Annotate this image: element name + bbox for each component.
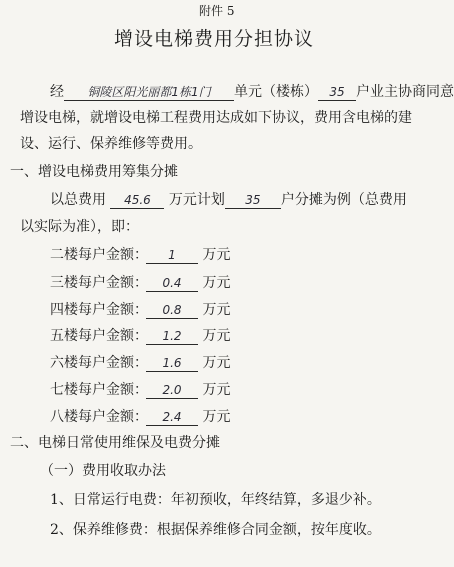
floor-row bbox=[50, 354, 230, 372]
floor-row bbox=[50, 274, 230, 292]
total-prefix: 以总费用 bbox=[50, 192, 106, 208]
intro-line-3: 设、运行、保养维修等费用。 bbox=[20, 136, 202, 152]
intro-line-1 bbox=[50, 83, 454, 101]
total-mid: 万元计划 bbox=[168, 192, 225, 208]
floor-amount: 0.8 bbox=[146, 302, 198, 319]
floor-label: 二楼每户金额： bbox=[50, 247, 148, 263]
floor-unit: 万元 bbox=[202, 382, 231, 398]
intro-prefix: 经 bbox=[50, 84, 64, 100]
section2-item-1: 1、日常运行电费：年初预收，年终结算，多退少补。 bbox=[50, 492, 381, 508]
floor-row bbox=[50, 301, 230, 319]
section2-heading: 二、电梯日常使用维保及电费分摊 bbox=[10, 435, 220, 451]
total-cost-line bbox=[50, 191, 407, 209]
plan-households-field: 35 bbox=[225, 192, 281, 209]
address-field: 铜陵区阳光丽都1栋1门 bbox=[64, 84, 234, 101]
floor-amount: 1 bbox=[146, 247, 198, 264]
total-suffix: 户分摊为例（总费用 bbox=[280, 192, 407, 208]
floor-row bbox=[50, 246, 230, 264]
household-count-field: 35 bbox=[318, 84, 356, 101]
floor-amount: 1.2 bbox=[146, 328, 198, 345]
floor-unit: 万元 bbox=[202, 275, 231, 291]
floor-label: 七楼每户金额： bbox=[50, 382, 148, 398]
total-cost-line-2: 以实际为准），即： bbox=[20, 219, 139, 235]
intro-line-2: 增设电梯，就增设电梯工程费用达成如下协议，费用含电梯的建 bbox=[20, 110, 412, 126]
page-title: 增设电梯费用分担协议 bbox=[113, 28, 314, 50]
floor-label: 八楼每户金额： bbox=[50, 409, 148, 425]
intro-mid1: 单元（楼栋） bbox=[234, 84, 318, 100]
floor-unit: 万元 bbox=[202, 247, 231, 263]
floor-label: 四楼每户金额： bbox=[50, 302, 148, 318]
floor-unit: 万元 bbox=[202, 328, 231, 344]
floor-row bbox=[50, 408, 230, 426]
floor-label: 六楼每户金额： bbox=[50, 355, 148, 371]
floor-label: 三楼每户金额： bbox=[50, 275, 148, 291]
floor-amount: 0.4 bbox=[146, 275, 198, 292]
floor-row bbox=[50, 327, 230, 345]
section2-subheading: （一）费用收取办法 bbox=[40, 463, 166, 479]
floor-label: 五楼每户金额： bbox=[50, 328, 148, 344]
attachment-label: 附件 5 bbox=[199, 4, 235, 18]
floor-row bbox=[50, 381, 230, 399]
floor-amount: 2.0 bbox=[146, 382, 198, 399]
floor-unit: 万元 bbox=[202, 302, 231, 318]
floor-unit: 万元 bbox=[202, 355, 231, 371]
floor-amount: 1.6 bbox=[146, 355, 198, 372]
floor-amount: 2.4 bbox=[146, 409, 198, 426]
intro-mid2: 户业主协商同意 bbox=[356, 84, 454, 100]
section1-heading: 一、增设电梯费用筹集分摊 bbox=[10, 164, 178, 180]
total-cost-field: 45.6 bbox=[110, 192, 164, 209]
section2-item-2: 2、保养维修费：根据保养维修合同金额，按年度收。 bbox=[50, 522, 381, 538]
floor-unit: 万元 bbox=[202, 409, 231, 425]
